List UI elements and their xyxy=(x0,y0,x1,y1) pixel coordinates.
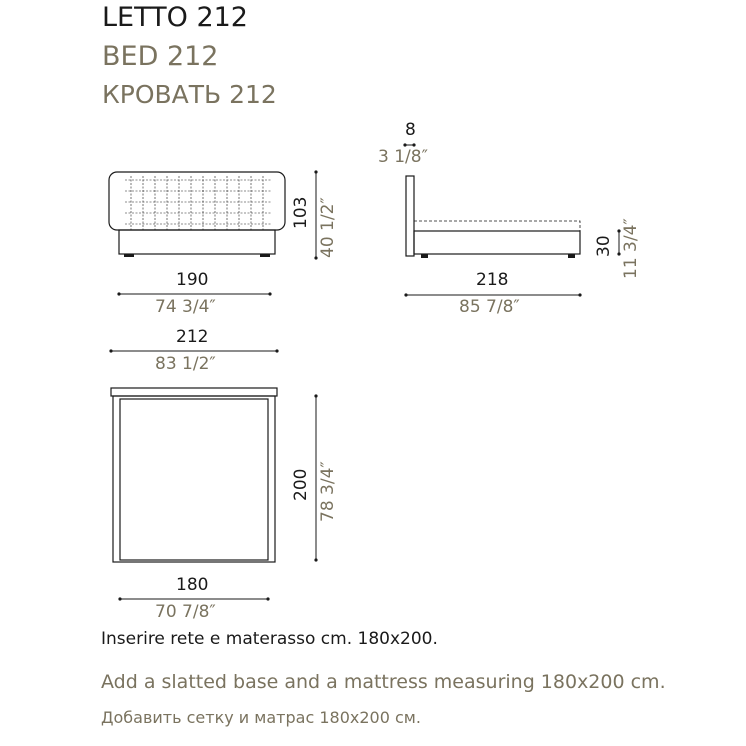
front-view xyxy=(109,172,316,294)
front-foot-left xyxy=(124,254,134,257)
top-overall-width-cm-label: 212 xyxy=(176,327,209,347)
front-width-in-label: 74 3/4″ xyxy=(155,297,216,317)
side-foot-right xyxy=(568,254,575,258)
front-headboard-quilting xyxy=(125,176,271,230)
front-width-cm-label: 190 xyxy=(176,270,209,290)
side-height-cm-label: 30 xyxy=(594,235,614,257)
side-height-in-label: 11 3/4″ xyxy=(621,218,641,279)
note-italian: Inserire rete e materasso cm. 180x200. xyxy=(101,629,438,649)
side-headboard xyxy=(406,176,414,256)
top-mattress-width-in-label: 70 7/8″ xyxy=(155,602,216,622)
front-height-in-label: 40 1/2″ xyxy=(318,197,338,258)
note-russian: Добавить сетку и матрас 180x200 см. xyxy=(101,708,421,727)
front-headboard xyxy=(109,172,285,230)
title-english: BED 212 xyxy=(102,41,219,72)
note-english: Add a slatted base and a mattress measuring 180x200 cm. xyxy=(101,671,666,693)
side-thickness-cm-label: 8 xyxy=(405,120,416,140)
top-frame-outer xyxy=(113,396,275,562)
top-length-cm-label: 200 xyxy=(291,468,311,501)
top-mattress-width-cm-label: 180 xyxy=(176,575,209,595)
top-length-in-label: 78 3/4″ xyxy=(318,461,338,522)
side-length-cm-label: 218 xyxy=(476,270,509,290)
side-mattress-outline xyxy=(414,221,580,231)
side-length-in-label: 85 7/8″ xyxy=(459,297,520,317)
top-view xyxy=(111,351,316,599)
front-height-cm-label: 103 xyxy=(291,196,311,229)
front-base xyxy=(119,230,275,254)
side-foot-left xyxy=(421,254,428,258)
title-russian: КРОВАТЬ 212 xyxy=(102,80,277,109)
side-thickness-in-label: 3 1/8″ xyxy=(378,147,428,167)
top-frame-inner xyxy=(120,399,268,560)
top-overall-width-in-label: 83 1/2″ xyxy=(155,354,216,374)
side-view xyxy=(405,145,619,295)
top-headboard xyxy=(111,388,277,396)
front-foot-right xyxy=(260,254,270,257)
title-italian: LETTO 212 xyxy=(102,2,248,33)
side-base xyxy=(414,231,580,254)
